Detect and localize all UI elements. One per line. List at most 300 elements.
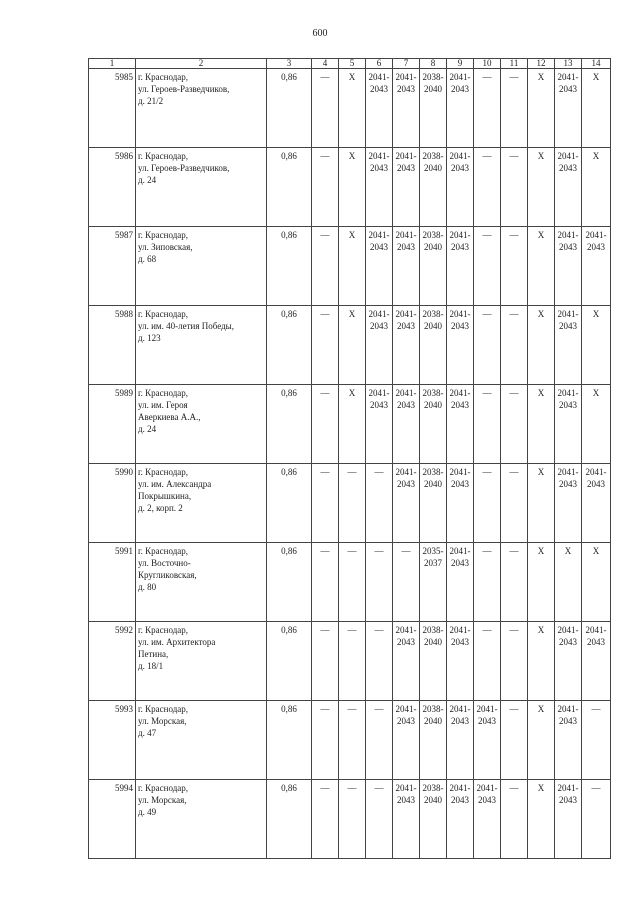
address-line: ул. им. 40-летия Победы, [138, 321, 234, 331]
row-number: 5993 [89, 701, 136, 780]
period-value: X [348, 388, 356, 398]
period-value: 2043 [451, 479, 469, 489]
address-cell [136, 385, 267, 464]
period-value: — [509, 151, 519, 161]
period-value: 2041- [449, 783, 471, 793]
period-value: 2043 [559, 479, 577, 489]
period-cell-c10 [474, 780, 501, 859]
period-value: 2041- [449, 704, 471, 714]
period-cell-c10 [474, 227, 501, 306]
period-value: — [509, 388, 519, 398]
period-value: 2043 [587, 637, 605, 647]
period-cell-c5 [339, 464, 366, 543]
period-value: 2043 [397, 795, 415, 805]
period-value: — [347, 783, 357, 793]
period-value: X [592, 546, 600, 556]
period-value: 2043 [559, 163, 577, 173]
period-value: 2041- [368, 388, 390, 398]
address-line: г. Краснодар, [138, 151, 189, 161]
period-cell-c11 [501, 622, 528, 701]
period-value: 2043 [559, 321, 577, 331]
period-value: — [591, 783, 601, 793]
period-cell-c12 [528, 227, 555, 306]
period-cell-c7 [393, 543, 420, 622]
period-value: 2041- [395, 388, 417, 398]
table-row [89, 543, 611, 622]
period-cell-c5 [339, 227, 366, 306]
address-line: д. 24 [138, 424, 157, 434]
period-value: 2040 [424, 321, 442, 331]
period-value: 2038- [422, 230, 444, 240]
period-value: — [482, 309, 492, 319]
period-value: — [347, 546, 357, 556]
period-cell-c6 [366, 543, 393, 622]
period-cell-c6 [366, 148, 393, 227]
period-value: 2043 [451, 716, 469, 726]
period-value: X [537, 546, 545, 556]
period-value: 2041- [557, 704, 579, 714]
period-value: X [592, 309, 600, 319]
period-value: — [374, 704, 384, 714]
address-line: г. Краснодар, [138, 230, 189, 240]
period-value: — [482, 230, 492, 240]
period-cell-c7 [393, 780, 420, 859]
period-value: 2038- [422, 309, 444, 319]
period-value: — [509, 546, 519, 556]
period-value: — [482, 546, 492, 556]
period-cell-c9 [447, 227, 474, 306]
period-value: 2040 [424, 479, 442, 489]
period-value: 2038- [422, 783, 444, 793]
period-cell-c14 [582, 148, 611, 227]
period-cell-c11 [501, 543, 528, 622]
period-cell-c11 [501, 780, 528, 859]
table-row [89, 701, 611, 780]
period-cell-c6 [366, 69, 393, 148]
coefficient-cell: 0,86 [267, 148, 312, 227]
table-row [89, 69, 611, 148]
column-number: 9 [447, 59, 474, 69]
period-value: 2038- [422, 625, 444, 635]
address-cell [136, 543, 267, 622]
period-value: 2041- [368, 151, 390, 161]
period-cell-c12 [528, 701, 555, 780]
row-number: 5994 [89, 780, 136, 859]
period-value: 2043 [587, 479, 605, 489]
period-cell-c6 [366, 780, 393, 859]
period-value: 2041- [476, 704, 498, 714]
period-cell-c10 [474, 306, 501, 385]
table-row [89, 464, 611, 543]
period-cell-c14 [582, 780, 611, 859]
table-row [89, 306, 611, 385]
column-number-header [89, 59, 611, 69]
coefficient-cell: 0,86 [267, 780, 312, 859]
period-value: 2038- [422, 72, 444, 82]
period-cell-c11 [501, 464, 528, 543]
period-value: 2043 [478, 716, 496, 726]
period-cell-c6 [366, 464, 393, 543]
period-value: 2041- [449, 309, 471, 319]
column-number: 2 [136, 59, 267, 69]
period-cell-c7 [393, 69, 420, 148]
period-value: 2043 [451, 795, 469, 805]
column-number: 1 [89, 59, 136, 69]
period-value: 2041- [476, 783, 498, 793]
period-value: 2043 [397, 637, 415, 647]
period-value: 2043 [370, 242, 388, 252]
address-cell [136, 622, 267, 701]
period-cell-c5 [339, 69, 366, 148]
period-value: 2043 [559, 400, 577, 410]
period-cell-c6 [366, 701, 393, 780]
period-value: 2041- [395, 467, 417, 477]
period-value: — [320, 704, 330, 714]
period-cell-c10 [474, 385, 501, 464]
period-value: X [537, 704, 545, 714]
period-value: 2041- [368, 309, 390, 319]
address-line: г. Краснодар, [138, 467, 189, 477]
address-line: ул. им. Александра [138, 479, 212, 489]
period-cell-c13 [555, 148, 582, 227]
period-cell-c6 [366, 306, 393, 385]
period-value: 2040 [424, 400, 442, 410]
period-value: X [537, 388, 545, 398]
period-value: 2040 [424, 242, 442, 252]
period-cell-c9 [447, 701, 474, 780]
row-number: 5986 [89, 148, 136, 227]
address-line: ул. им. Героя [138, 400, 188, 410]
period-value: 2043 [451, 321, 469, 331]
period-value: 2043 [397, 479, 415, 489]
period-value: 2035- [422, 546, 444, 556]
period-value: 2040 [424, 637, 442, 647]
period-cell-c9 [447, 148, 474, 227]
period-value: 2041- [585, 625, 607, 635]
period-value: — [509, 704, 519, 714]
table-row [89, 622, 611, 701]
period-value: 2038- [422, 151, 444, 161]
period-value: 2041- [395, 230, 417, 240]
period-value: — [482, 72, 492, 82]
period-value: 2043 [397, 163, 415, 173]
period-cell-c8 [420, 227, 447, 306]
period-value: — [320, 309, 330, 319]
column-number: 14 [582, 59, 611, 69]
period-value: X [592, 72, 600, 82]
coefficient-cell: 0,86 [267, 622, 312, 701]
period-value: 2043 [370, 400, 388, 410]
period-cell-c13 [555, 464, 582, 543]
period-value: 2043 [451, 242, 469, 252]
period-cell-c9 [447, 464, 474, 543]
period-value: 2043 [559, 242, 577, 252]
address-cell [136, 306, 267, 385]
period-cell-c7 [393, 148, 420, 227]
period-cell-c8 [420, 701, 447, 780]
period-cell-c12 [528, 464, 555, 543]
coefficient-cell: 0,86 [267, 464, 312, 543]
period-value: — [509, 625, 519, 635]
register-table-body [89, 59, 611, 859]
address-line: д. 123 [138, 333, 161, 343]
period-cell-c8 [420, 306, 447, 385]
period-value: — [320, 783, 330, 793]
coefficient-cell: 0,86 [267, 701, 312, 780]
period-value: 2038- [422, 704, 444, 714]
period-value: — [347, 625, 357, 635]
period-cell-c7 [393, 227, 420, 306]
period-cell-c7 [393, 701, 420, 780]
coefficient-cell: 0,86 [267, 385, 312, 464]
period-value: 2043 [451, 637, 469, 647]
period-cell-c8 [420, 543, 447, 622]
period-value: X [537, 151, 545, 161]
period-value: — [482, 388, 492, 398]
address-line: Аверкиева А.А., [138, 412, 201, 422]
period-cell-c10 [474, 69, 501, 148]
address-line: д. 80 [138, 582, 157, 592]
period-cell-c12 [528, 306, 555, 385]
address-line: д. 18/1 [138, 661, 164, 671]
address-line: д. 47 [138, 728, 157, 738]
period-value: 2043 [370, 321, 388, 331]
period-value: 2043 [559, 637, 577, 647]
address-line: ул. Восточно- [138, 558, 191, 568]
period-value: 2041- [585, 230, 607, 240]
period-value: 2040 [424, 163, 442, 173]
address-line: г. Краснодар, [138, 72, 189, 82]
row-number: 5988 [89, 306, 136, 385]
period-value: 2043 [559, 795, 577, 805]
address-line: г. Краснодар, [138, 388, 189, 398]
period-value: — [320, 467, 330, 477]
period-value: — [320, 546, 330, 556]
period-value: 2041- [557, 151, 579, 161]
period-cell-c5 [339, 780, 366, 859]
period-cell-c11 [501, 385, 528, 464]
period-cell-c7 [393, 306, 420, 385]
period-cell-c5 [339, 543, 366, 622]
period-cell-c7 [393, 385, 420, 464]
period-value: 2041- [395, 625, 417, 635]
address-cell [136, 780, 267, 859]
period-cell-c11 [501, 306, 528, 385]
period-value: 2043 [451, 84, 469, 94]
column-number: 6 [366, 59, 393, 69]
period-cell-c9 [447, 69, 474, 148]
period-cell-c10 [474, 622, 501, 701]
period-value: 2043 [370, 84, 388, 94]
period-cell-c8 [420, 780, 447, 859]
period-value: 2043 [397, 400, 415, 410]
address-cell [136, 227, 267, 306]
column-number: 10 [474, 59, 501, 69]
address-line: ул. Зиповская, [138, 242, 193, 252]
address-line: д. 68 [138, 254, 157, 264]
period-cell-c9 [447, 306, 474, 385]
period-value: X [348, 309, 356, 319]
period-cell-c7 [393, 622, 420, 701]
period-value: 2043 [451, 163, 469, 173]
period-cell-c12 [528, 385, 555, 464]
period-cell-c14 [582, 385, 611, 464]
address-line: ул. Героев-Разведчиков, [138, 163, 230, 173]
period-cell-c8 [420, 148, 447, 227]
address-cell [136, 148, 267, 227]
period-cell-c11 [501, 69, 528, 148]
row-number: 5987 [89, 227, 136, 306]
period-value: — [347, 704, 357, 714]
column-number: 5 [339, 59, 366, 69]
period-value: — [482, 625, 492, 635]
period-value: 2043 [559, 84, 577, 94]
period-cell-c4 [312, 622, 339, 701]
column-number: 13 [555, 59, 582, 69]
period-cell-c14 [582, 543, 611, 622]
table-row [89, 385, 611, 464]
period-value: 2041- [395, 72, 417, 82]
address-line: г. Краснодар, [138, 783, 189, 793]
coefficient-cell: 0,86 [267, 69, 312, 148]
period-cell-c14 [582, 464, 611, 543]
period-cell-c13 [555, 780, 582, 859]
period-cell-c13 [555, 701, 582, 780]
period-value: 2041- [557, 72, 579, 82]
period-cell-c12 [528, 543, 555, 622]
register-table [88, 58, 611, 859]
period-value: 2041- [395, 309, 417, 319]
period-value: — [320, 625, 330, 635]
address-line: Кругликовская, [138, 570, 197, 580]
period-cell-c9 [447, 543, 474, 622]
period-cell-c10 [474, 701, 501, 780]
period-value: 2041- [395, 783, 417, 793]
period-cell-c14 [582, 227, 611, 306]
period-cell-c5 [339, 148, 366, 227]
period-value: 2041- [449, 388, 471, 398]
period-value: — [320, 151, 330, 161]
period-value: 2041- [585, 467, 607, 477]
period-value: 2043 [397, 84, 415, 94]
period-cell-c5 [339, 385, 366, 464]
period-value: X [537, 72, 545, 82]
period-cell-c8 [420, 622, 447, 701]
address-line: г. Краснодар, [138, 309, 189, 319]
period-value: 2041- [449, 467, 471, 477]
period-cell-c4 [312, 227, 339, 306]
period-value: 2041- [368, 230, 390, 240]
period-cell-c14 [582, 306, 611, 385]
period-cell-c6 [366, 622, 393, 701]
period-value: X [592, 388, 600, 398]
period-value: X [537, 625, 545, 635]
period-value: 2041- [449, 230, 471, 240]
period-cell-c11 [501, 227, 528, 306]
row-number: 5990 [89, 464, 136, 543]
period-cell-c4 [312, 464, 339, 543]
period-value: 2041- [449, 546, 471, 556]
table-row [89, 148, 611, 227]
period-value: — [509, 72, 519, 82]
period-cell-c8 [420, 69, 447, 148]
row-number: 5985 [89, 69, 136, 148]
period-value: 2041- [449, 151, 471, 161]
coefficient-cell: 0,86 [267, 227, 312, 306]
table-row [89, 780, 611, 859]
period-cell-c4 [312, 701, 339, 780]
period-value: 2043 [451, 558, 469, 568]
period-cell-c11 [501, 148, 528, 227]
period-value: — [509, 230, 519, 240]
period-value: X [537, 467, 545, 477]
period-cell-c6 [366, 385, 393, 464]
address-line: г. Краснодар, [138, 625, 189, 635]
period-cell-c4 [312, 780, 339, 859]
period-cell-c10 [474, 543, 501, 622]
period-cell-c13 [555, 306, 582, 385]
period-cell-c9 [447, 780, 474, 859]
period-value: 2043 [370, 163, 388, 173]
period-cell-c10 [474, 464, 501, 543]
period-cell-c9 [447, 385, 474, 464]
period-value: 2040 [424, 84, 442, 94]
period-value: — [320, 72, 330, 82]
period-value: X [592, 151, 600, 161]
period-value: — [482, 467, 492, 477]
period-value: 2041- [449, 72, 471, 82]
column-number: 11 [501, 59, 528, 69]
row-number: 5992 [89, 622, 136, 701]
period-value: — [482, 151, 492, 161]
period-cell-c5 [339, 622, 366, 701]
period-value: X [348, 72, 356, 82]
column-number: 12 [528, 59, 555, 69]
period-value: 2043 [559, 716, 577, 726]
period-cell-c13 [555, 385, 582, 464]
period-value: — [374, 783, 384, 793]
period-cell-c10 [474, 148, 501, 227]
period-value: 2037 [424, 558, 442, 568]
period-value: 2038- [422, 467, 444, 477]
period-value: — [509, 467, 519, 477]
address-cell [136, 701, 267, 780]
period-cell-c5 [339, 306, 366, 385]
address-line: Петина, [138, 649, 169, 659]
period-value: 2040 [424, 795, 442, 805]
column-number: 7 [393, 59, 420, 69]
address-line: ул. Героев-Разведчиков, [138, 84, 230, 94]
period-value: — [320, 230, 330, 240]
period-cell-c5 [339, 701, 366, 780]
period-value: 2038- [422, 388, 444, 398]
period-cell-c4 [312, 148, 339, 227]
period-cell-c13 [555, 69, 582, 148]
period-cell-c4 [312, 385, 339, 464]
period-value: — [591, 704, 601, 714]
coefficient-cell: 0,86 [267, 543, 312, 622]
period-cell-c14 [582, 701, 611, 780]
column-number: 3 [267, 59, 312, 69]
period-cell-c4 [312, 69, 339, 148]
period-cell-c7 [393, 464, 420, 543]
period-cell-c11 [501, 701, 528, 780]
period-value: 2040 [424, 716, 442, 726]
period-cell-c13 [555, 227, 582, 306]
period-value: 2043 [397, 242, 415, 252]
address-line: д. 49 [138, 807, 157, 817]
address-line: ул. Морская, [138, 716, 187, 726]
